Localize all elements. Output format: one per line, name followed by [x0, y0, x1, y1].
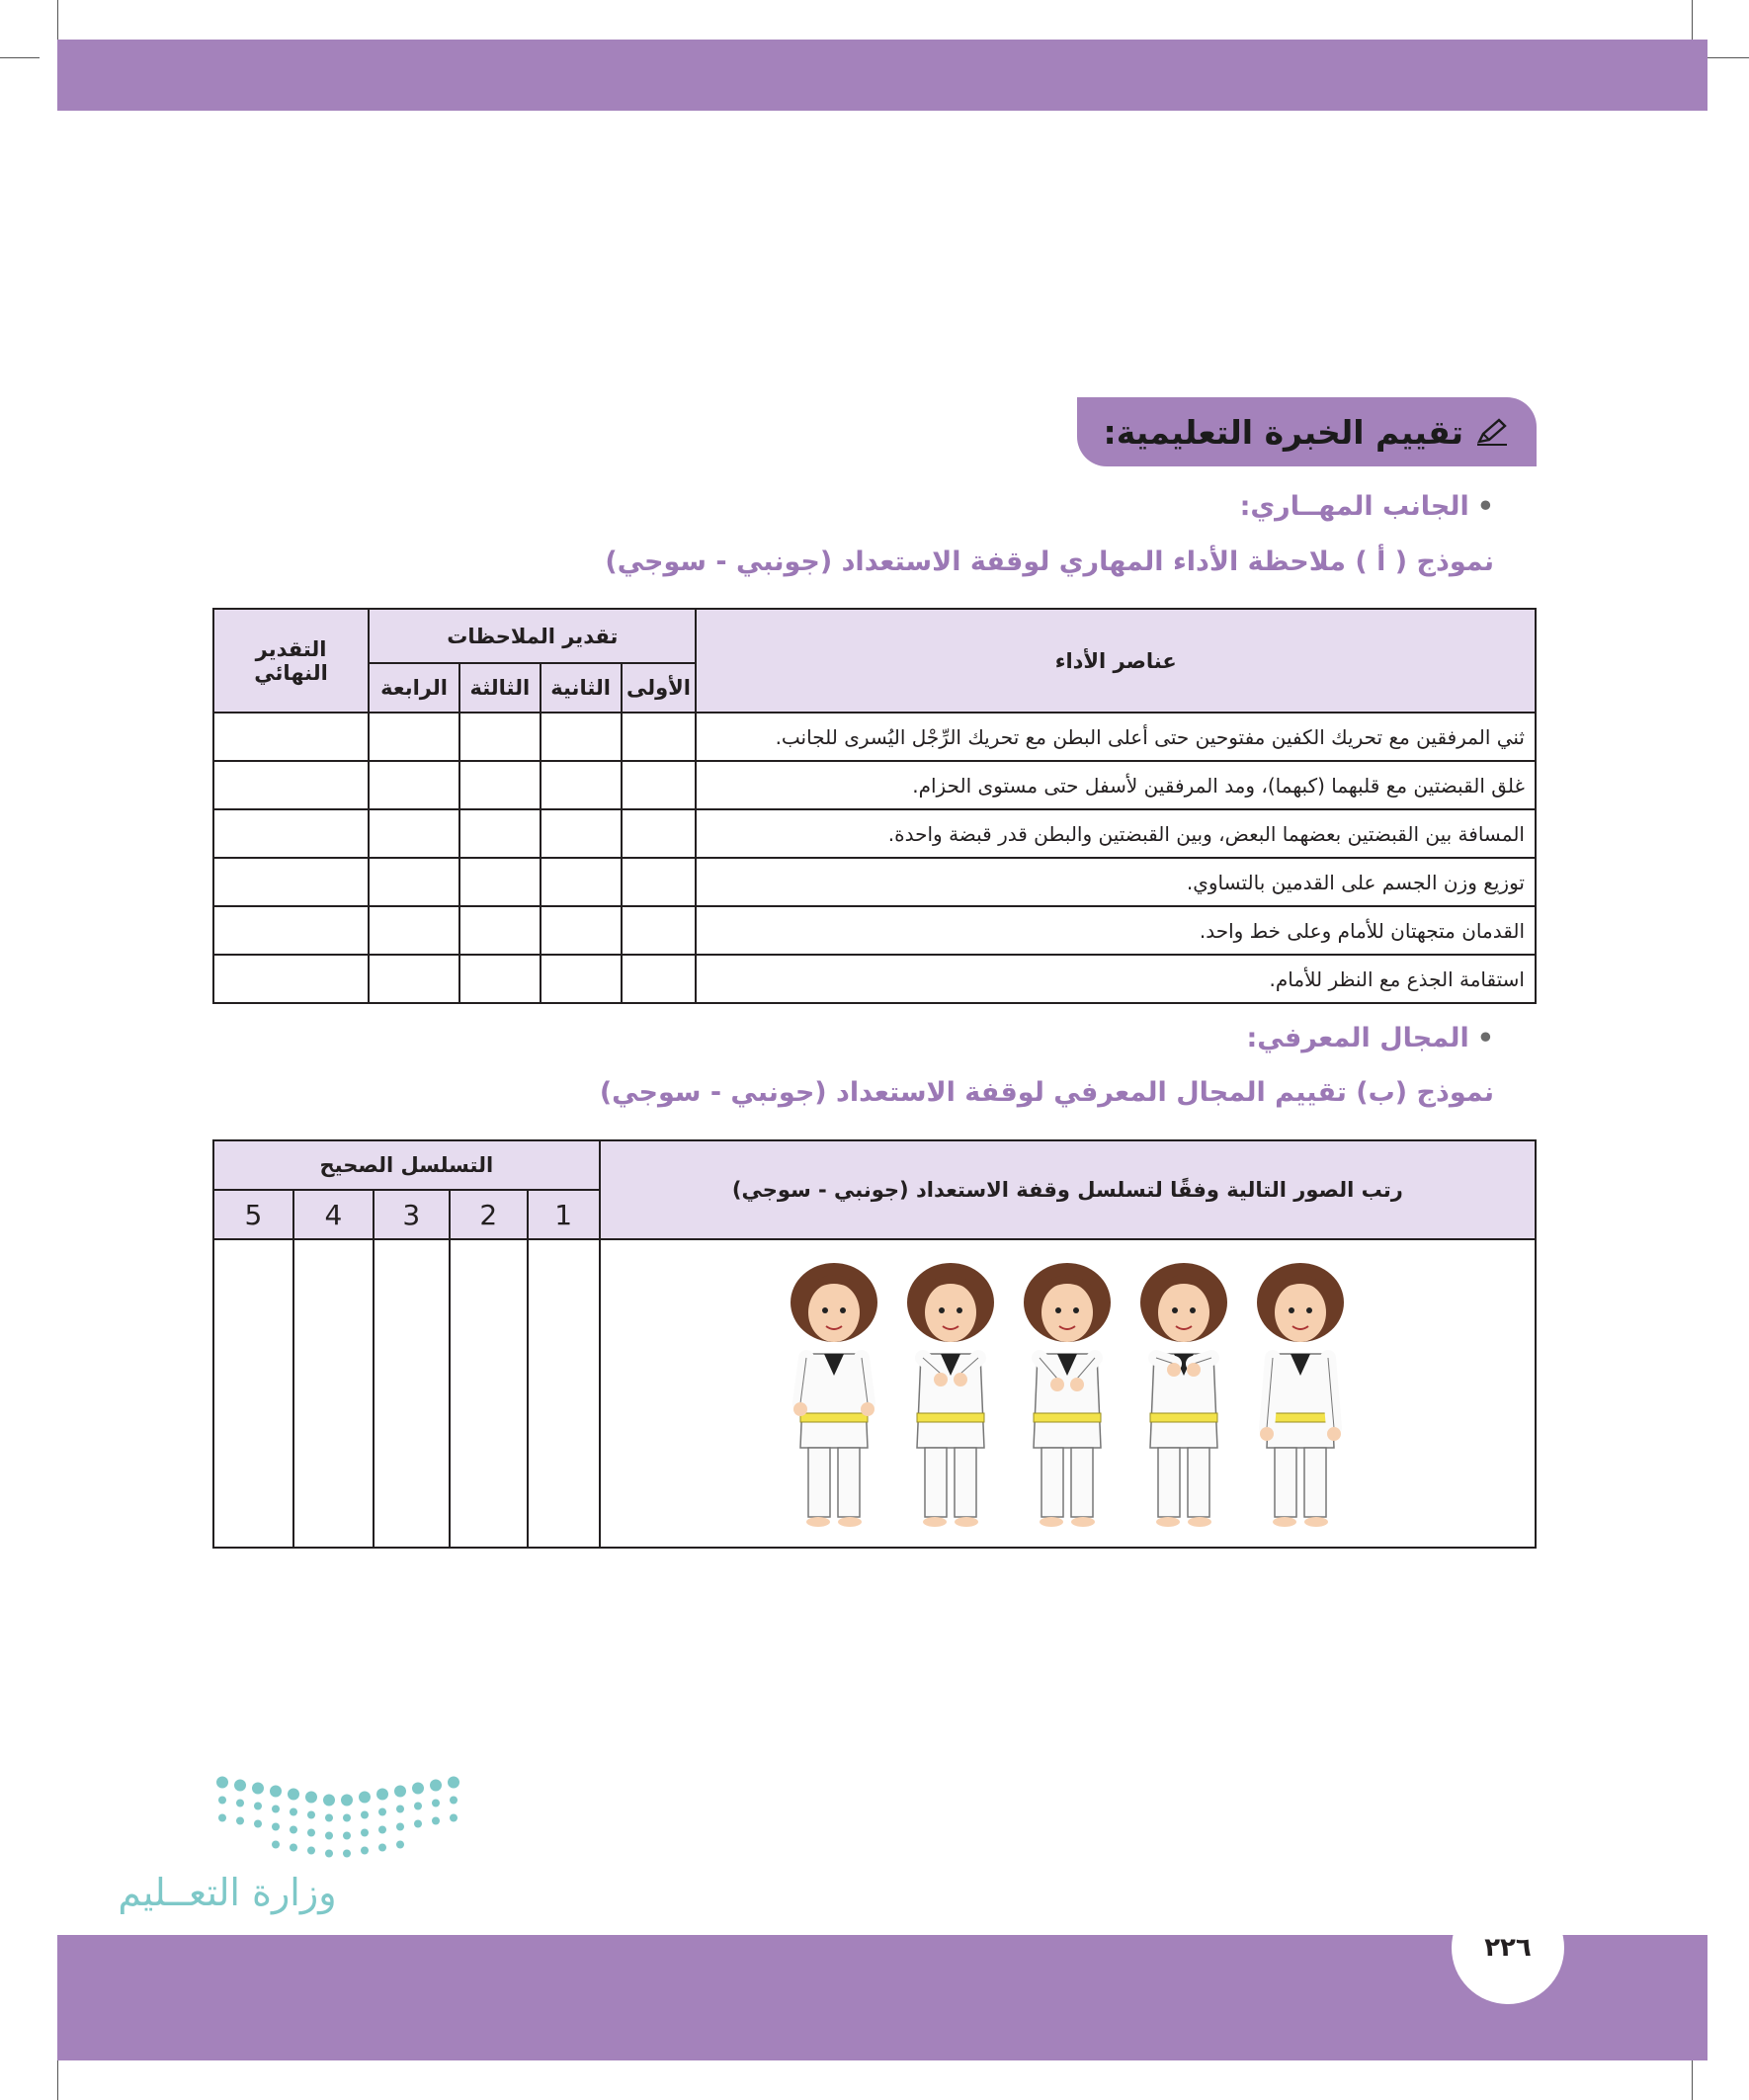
score-cell[interactable]	[622, 809, 697, 858]
answer-cell[interactable]	[293, 1239, 374, 1548]
karate-figure	[895, 1255, 1006, 1532]
crop-mark	[0, 57, 40, 58]
karate-figure	[1245, 1255, 1356, 1532]
karate-figure	[1012, 1255, 1123, 1532]
third-header: الثالثة	[459, 663, 541, 713]
final-cell[interactable]	[213, 761, 369, 809]
score-cell[interactable]	[622, 761, 697, 809]
section-title-tab	[1077, 397, 1537, 466]
cognitive-heading: •المجال المعرفي:	[1246, 1023, 1494, 1053]
score-cell[interactable]	[622, 858, 697, 906]
figures-cell	[600, 1239, 1536, 1548]
sequence-number: 4	[293, 1190, 374, 1239]
final-cell[interactable]	[213, 906, 369, 955]
pen-icon	[1475, 417, 1509, 447]
sequence-table	[212, 1139, 1537, 1549]
top-band	[57, 40, 1707, 111]
fourth-header: الرابعة	[369, 663, 459, 713]
karate-figures	[602, 1255, 1534, 1532]
table-row	[213, 906, 1536, 955]
answer-cell[interactable]	[374, 1239, 450, 1548]
final-cell[interactable]	[213, 713, 369, 761]
score-cell[interactable]	[459, 713, 541, 761]
karate-figure	[779, 1255, 889, 1532]
answer-cell[interactable]	[528, 1239, 600, 1548]
section-title: تقييم الخبرة التعليمية:	[1103, 412, 1463, 452]
score-cell[interactable]	[541, 809, 622, 858]
score-cell[interactable]	[459, 906, 541, 955]
crop-mark	[1692, 2060, 1693, 2100]
final-cell[interactable]	[213, 809, 369, 858]
table-row	[213, 713, 1536, 761]
table-row	[213, 809, 1536, 858]
performance-item: غلق القبضتين مع قلبهما (كبهما)، ومد المرفقين لأسفل حتى مستوى الحزام.	[696, 761, 1536, 809]
skill-heading: •الجانب المهــاري:	[1239, 491, 1494, 522]
score-cell[interactable]	[369, 713, 459, 761]
sequence-number: 1	[528, 1190, 600, 1239]
elements-header: عناصر الأداء	[696, 609, 1536, 713]
score-cell[interactable]	[541, 906, 622, 955]
cognitive-model-title: نموذج (ب) تقييم المجال المعرفي لوقفة الاستعداد (جونبي - سوجي)	[599, 1077, 1494, 1108]
score-cell[interactable]	[459, 761, 541, 809]
score-cell[interactable]	[622, 955, 697, 1003]
score-cell[interactable]	[541, 858, 622, 906]
answer-cell[interactable]	[450, 1239, 528, 1548]
second-header: الثانية	[541, 663, 622, 713]
crop-mark	[1707, 57, 1749, 58]
score-cell[interactable]	[622, 713, 697, 761]
performance-item: القدمان متجهتان للأمام وعلى خط واحد.	[696, 906, 1536, 955]
page-number: ٢٢٦	[1452, 1891, 1564, 2004]
final-header: التقدير النهائي	[213, 609, 369, 713]
score-cell[interactable]	[459, 955, 541, 1003]
score-cell[interactable]	[541, 955, 622, 1003]
score-cell[interactable]	[369, 955, 459, 1003]
score-cell[interactable]	[369, 809, 459, 858]
sequence-header: التسلسل الصحيح	[213, 1140, 600, 1190]
score-cell[interactable]	[622, 906, 697, 955]
ministry-logo-icon	[212, 1769, 469, 1858]
score-cell[interactable]	[459, 858, 541, 906]
ministry-logo-text: وزارة التعــليم	[118, 1871, 337, 1914]
performance-item: توزيع وزن الجسم على القدمين بالتساوي.	[696, 858, 1536, 906]
final-cell[interactable]	[213, 858, 369, 906]
score-cell[interactable]	[369, 906, 459, 955]
sequence-number: 5	[213, 1190, 293, 1239]
performance-item: المسافة بين القبضتين بعضهما البعض، وبين القبضتين والبطن قدر قبضة واحدة.	[696, 809, 1536, 858]
score-cell[interactable]	[369, 858, 459, 906]
score-cell[interactable]	[541, 761, 622, 809]
sequence-number: 2	[450, 1190, 528, 1239]
table-row	[213, 761, 1536, 809]
first-header: الأولى	[622, 663, 697, 713]
score-cell[interactable]	[459, 809, 541, 858]
table-row	[213, 858, 1536, 906]
score-cell[interactable]	[369, 761, 459, 809]
instruction-header: رتب الصور التالية وفقًا لتسلسل وقفة الاستعداد (جونبي - سوجي)	[600, 1140, 1536, 1239]
answer-cell[interactable]	[213, 1239, 293, 1548]
skill-model-title: نموذج ( أ ) ملاحظة الأداء المهاري لوقفة الاستعداد (جونبي - سوجي)	[605, 546, 1494, 577]
crop-mark	[57, 2060, 58, 2100]
performance-item: استقامة الجذع مع النظر للأمام.	[696, 955, 1536, 1003]
observations-header: تقدير الملاحظات	[369, 609, 696, 663]
score-cell[interactable]	[541, 713, 622, 761]
table-row	[213, 955, 1536, 1003]
skill-table	[212, 608, 1537, 1004]
performance-item: ثني المرفقين مع تحريك الكفين مفتوحين حتى أعلى البطن مع تحريك الرِّجْل اليُسرى للجانب.	[696, 713, 1536, 761]
karate-figure	[1128, 1255, 1239, 1532]
sequence-number: 3	[374, 1190, 450, 1239]
crop-mark	[57, 0, 58, 40]
crop-mark	[1692, 0, 1693, 40]
final-cell[interactable]	[213, 955, 369, 1003]
